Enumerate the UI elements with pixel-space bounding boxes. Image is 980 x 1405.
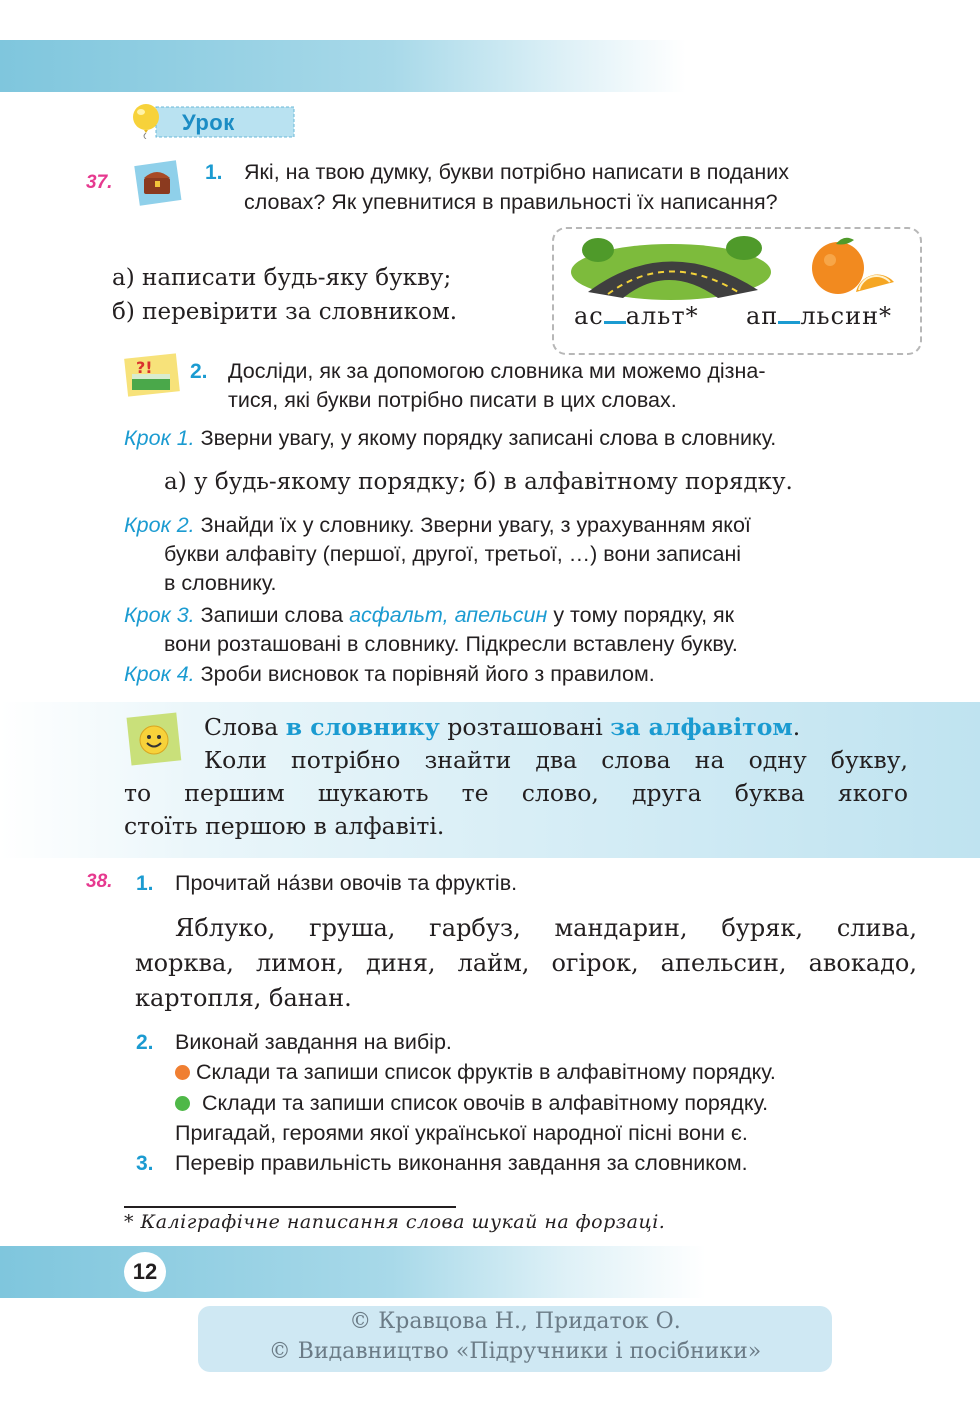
task-text-line: Пригадай, героями якої української народної пісні вони є.: [175, 1121, 748, 1145]
step-3-line: вони розташовані в словнику. Підкресли вставлену букву.: [164, 632, 738, 656]
task-text-line: Досліди, як за допомогою словника ми можемо дізна-: [228, 359, 766, 383]
task-text: Виконай завдання на вибір.: [175, 1030, 452, 1054]
task-number: 2.: [136, 1031, 154, 1054]
words-line: Яблуко, груша, гарбуз, мандарин, буряк, слива,: [175, 914, 917, 942]
task-text-line: Які, на твою думку, букви потрібно написати в поданих: [244, 160, 790, 184]
rule-line: Слова в словнику розташовані за алфавітом.: [204, 713, 801, 741]
words-line: картопля, банан.: [135, 984, 352, 1012]
lesson-label: Урок: [182, 110, 235, 135]
task-number: 1.: [205, 161, 223, 184]
choice-option-vegetables: Склади та запиши список овочів в алфавітному порядку.: [175, 1089, 917, 1118]
step-4: Крок 4. Зроби висновок та порівняй його з правилом.: [124, 662, 655, 686]
copyright-line: © Видавництво «Підручники і посібники»: [268, 1339, 762, 1364]
exercise-number: 37.: [86, 172, 113, 193]
answer-a: а) написати будь-яку букву;: [112, 265, 452, 291]
task-text: Прочитай на́зви овочів та фруктів.: [175, 871, 518, 895]
step-1: Крок 1. Зверни увагу, у якому порядку записані слова в словнику.: [124, 426, 777, 450]
task-text: Перевір правильність виконання завдання за словником.: [175, 1151, 748, 1175]
road-picture: [568, 232, 774, 302]
rule-line: то першим шукають те слово, друга буква якого: [124, 779, 908, 807]
word-asfalt: ас альт*: [574, 302, 699, 330]
page-number: 12: [124, 1252, 166, 1292]
choice-option-fruits: Склади та запиши список фруктів в алфавітному порядку.: [175, 1058, 776, 1087]
step-2: Крок 2. Знайди їх у словнику. Зверни увагу, з урахуванням якої: [124, 513, 751, 537]
rule-line: Коли потрібно знайти два слова на одну букву,: [204, 746, 908, 774]
answer-b: б) перевірити за словником.: [112, 299, 458, 325]
orange-picture: [806, 232, 896, 298]
step-1-answer: а) у будь-якому порядку; б) в алфавітному порядку.: [164, 469, 793, 495]
header-band: [0, 40, 980, 92]
step-2-line: букви алфавіту (першої, другої, третьої, …) вони записані: [164, 542, 742, 566]
svg-text:?!: ?!: [136, 358, 153, 377]
footnote: * Каліграфічне написання слова шукай на форзаці.: [124, 1211, 666, 1233]
orange-dot-icon: [175, 1065, 190, 1080]
word-apelsyn: ап льсин*: [746, 302, 893, 330]
treasure-chest-icon: [134, 160, 184, 208]
green-dot-icon: [175, 1096, 190, 1111]
question-book-icon: [124, 352, 182, 398]
task-number: 2.: [190, 360, 208, 383]
step-3: Крок 3. Запиши слова асфальт, апельсин у тому порядку, як: [124, 603, 735, 627]
exercise-number: 38.: [86, 871, 113, 892]
task-number: 1.: [136, 872, 154, 895]
footnote-divider: [124, 1206, 456, 1208]
balloon-icon: [133, 104, 159, 139]
rule-line: стоїть першою в алфавіті.: [124, 812, 445, 840]
task-number: 3.: [136, 1152, 154, 1175]
words-line: морква, лимон, диня, лайм, огірок, апельсин, авокадо,: [135, 949, 917, 977]
task-text-line: словах? Як упевнитися в правильності їх написання?: [244, 190, 778, 214]
task-text-line: тися, які букви потрібно писати в цих словах.: [228, 388, 677, 412]
copyright-line: © Кравцова Н., Придаток О.: [349, 1309, 681, 1334]
step-2-line: в словнику.: [164, 571, 277, 595]
smiley-note-icon: [126, 712, 184, 768]
